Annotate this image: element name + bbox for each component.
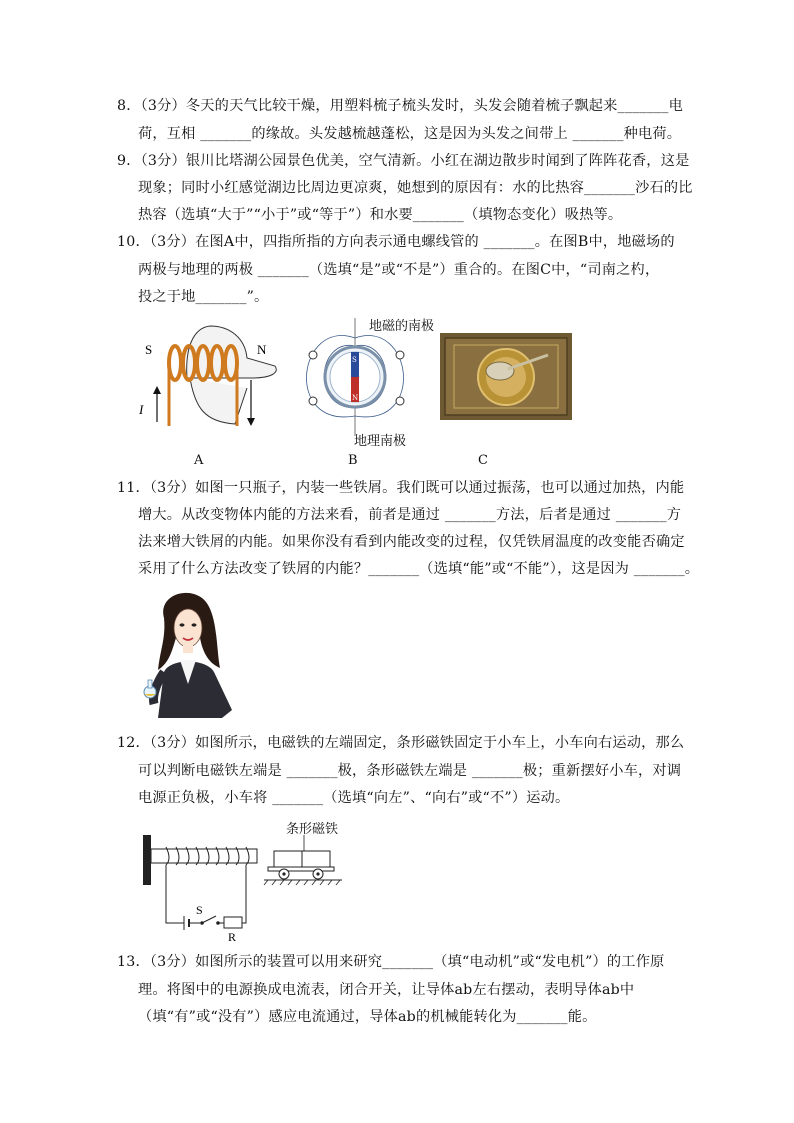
q10-line1: 10．（3分）在图A中，四指所指的方向表示通电螺线管的 _______。在图B中，地磁场的 <box>117 234 675 250</box>
q12-line3: 电源正负极，小车将 _______（选填“向左”、“向右”或“不”）运动。 <box>138 790 570 806</box>
figure-woman-with-bottle <box>136 588 236 720</box>
q9-line3: 热容（选填“大于”“小于”或“等于”）和水要_______（填物态变化）吸热等。 <box>138 207 623 223</box>
figure-a-current-label: I <box>139 402 144 417</box>
figure-b-n-label: N <box>352 394 359 402</box>
figure-b-geomagnetic-field <box>288 318 423 436</box>
figure-c-sinan-compass <box>440 333 572 420</box>
q12-line2: 可以判断电磁铁左端是 _______极，条形磁铁左端是 _______极；重新摆好小车，对调 <box>138 763 682 779</box>
figure-a-s-label: S <box>145 342 153 357</box>
figure-a-solenoid-hand <box>135 318 285 430</box>
q13-line3: （填“有”或“没有”）感应电流通过，导体ab的机械能转化为_______能。 <box>138 1009 597 1025</box>
figure-b-caption: B <box>348 453 358 468</box>
figure-a-n-label: N <box>257 342 267 357</box>
figure-b-top-label: 地磁的南极 <box>369 319 435 334</box>
figure-resistor-label: R <box>228 930 237 943</box>
q13-line1: 13．（3分）如图所示的装置可以用来研究_______（填“电动机”或“发电机”）的工作原 <box>117 954 665 970</box>
q11-line1: 11．（3分）如图一只瓶子，内装一些铁屑。我们既可以通过振荡，也可以通过加热，内能 <box>117 480 685 496</box>
q11-line3: 法来增大铁屑的内能。如果你没有看到内能改变的过程，仅凭铁屑温度的改变能否确定 <box>138 534 685 550</box>
q11-line2: 增大。从改变物体内能的方法来看，前者是通过 _______方法，后者是通过 _______方 <box>138 507 682 523</box>
figure-a-caption: A <box>194 453 204 468</box>
figure-b-bottom-label: 地理南极 <box>354 434 407 449</box>
q8-line2: 荷，互相 _______的缘故。头发越梳越蓬松，这是因为头发之间带上 _______种电荷。 <box>138 126 682 142</box>
q8-line1: 8．（3分）冬天的天气比较干燥，用塑料梳子梳头发时，头发会随着梳子飘起来_______电 <box>117 98 683 114</box>
figure-b-s-label: S <box>352 356 357 364</box>
q10-line2: 两极与地理的两极 _______（选填“是”或“不是”）重合的。在图C中，“司南之杓， <box>138 262 660 278</box>
figure-switch-label: S <box>196 903 203 917</box>
figure-c-caption: C <box>478 453 488 468</box>
q10-line3: 投之于地_______”。 <box>138 289 269 305</box>
q12-line1: 12．（3分）如图所示，电磁铁的左端固定，条形磁铁固定于小车上，小车向右运动，那么 <box>117 735 685 751</box>
q9-line1: 9．（3分）银川比塔湖公园景色优美，空气清新。小红在湖边散步时闻到了阵阵花香，这是 <box>117 153 690 169</box>
q13-line2: 理。将图中的电源换成电流表，闭合开关，让导体ab左右摆动，表明导体ab中 <box>138 982 635 998</box>
figure-bar-magnet-label: 条形磁铁 <box>286 822 339 837</box>
q9-line2: 现象；同时小红感觉湖边比周边更凉爽，她想到的原因有：水的比热容_______沙石的比 <box>138 180 693 196</box>
q11-line4: 采用了什么方法改变了铁屑的内能？_______（选填“能”或“不能”），这是因为 _______。 <box>138 561 700 577</box>
